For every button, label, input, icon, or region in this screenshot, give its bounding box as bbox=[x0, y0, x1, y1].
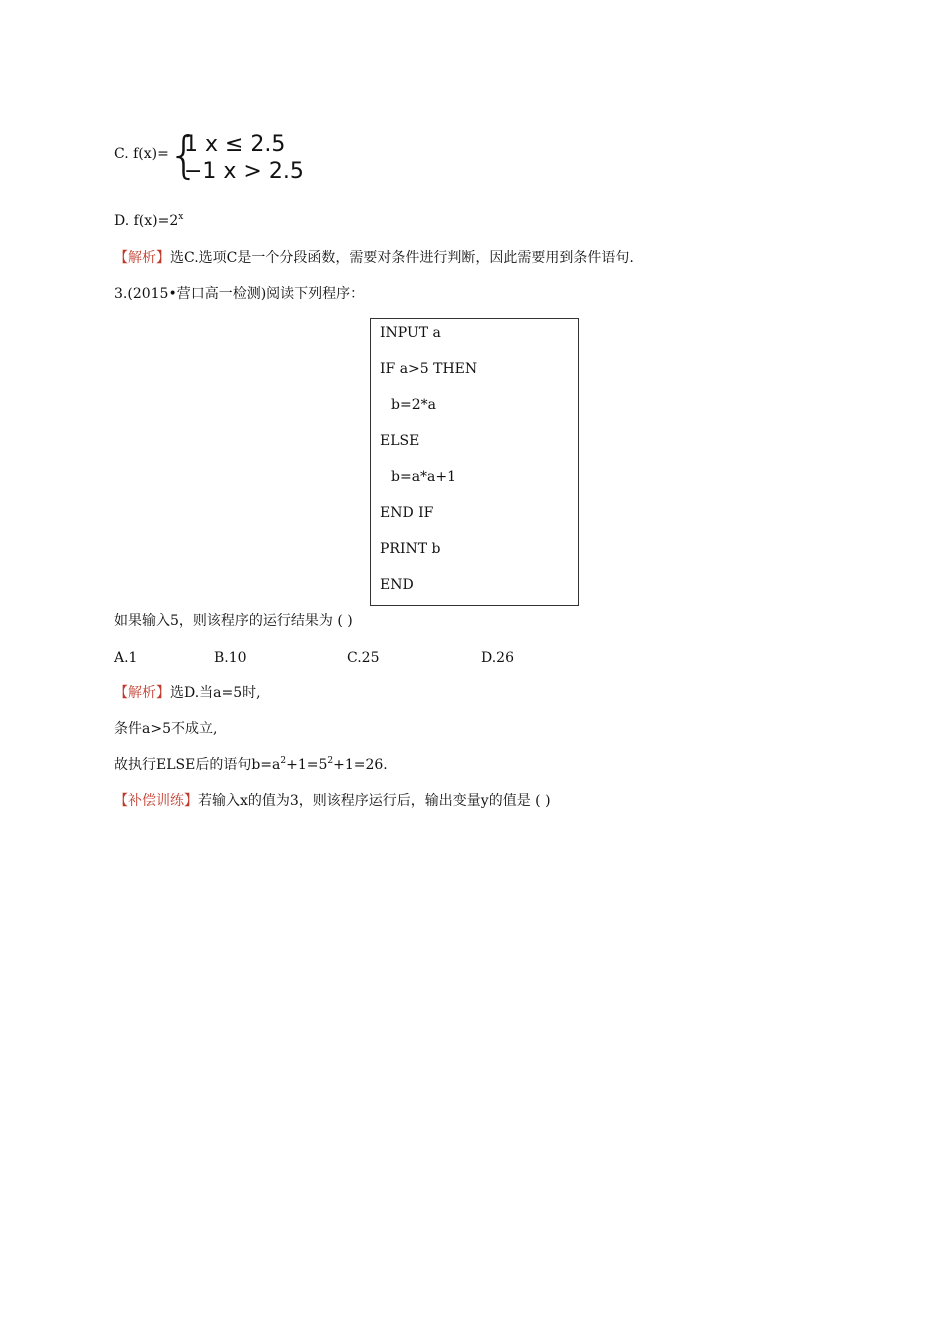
code-line: IF a>5 THEN bbox=[380, 361, 478, 377]
option-b: B.10 bbox=[214, 650, 247, 666]
formula-part: 故执行ELSE后的语句b=a bbox=[114, 757, 281, 773]
piecewise-brace: { bbox=[168, 126, 200, 184]
code-line: END IF bbox=[380, 505, 434, 521]
piecewise-case-2: −1 x > 2.5 bbox=[184, 159, 304, 184]
analysis-2 bbox=[114, 683, 261, 703]
question-3-prompt: 如果输入5，则该程序的运行结果为 ( ) bbox=[114, 613, 353, 629]
code-line: END bbox=[380, 577, 414, 593]
analysis-tag: 【解析】 bbox=[114, 685, 170, 701]
program-code-box bbox=[370, 318, 579, 606]
option-c-label: C. f(x)= bbox=[114, 146, 169, 162]
formula-part: +1=26. bbox=[333, 757, 388, 773]
code-line: b=a*a+1 bbox=[391, 469, 457, 485]
option-c: C.25 bbox=[347, 650, 380, 666]
code-line: INPUT a bbox=[380, 325, 441, 341]
option-d bbox=[114, 211, 183, 231]
option-d-text: D. f(x)=2 bbox=[114, 213, 179, 229]
piecewise-case-1: 1 x ≤ 2.5 bbox=[184, 132, 286, 157]
formula-exponent: 2 bbox=[280, 756, 287, 766]
analysis-2-text: 选D.当a=5时, bbox=[170, 685, 261, 701]
option-d-choice: D.26 bbox=[481, 650, 514, 666]
analysis-tag: 【解析】 bbox=[114, 250, 170, 266]
option-d-exponent: x bbox=[178, 212, 184, 222]
analysis-2-line-2: 条件a>5不成立, bbox=[114, 721, 218, 737]
analysis-1 bbox=[114, 248, 634, 268]
formula-part: +1=5 bbox=[286, 757, 328, 773]
code-line: ELSE bbox=[380, 433, 420, 449]
code-line: PRINT b bbox=[380, 541, 441, 557]
practice-tag: 【补偿训练】 bbox=[114, 793, 198, 809]
practice bbox=[114, 791, 551, 811]
option-a: A.1 bbox=[114, 650, 138, 666]
practice-text: 若输入x的值为3，则该程序运行后，输出变量y的值是 ( ) bbox=[198, 793, 551, 809]
formula-exponent: 2 bbox=[327, 756, 334, 766]
question-3: 3.(2015•营口高一检测)阅读下列程序： bbox=[114, 286, 365, 302]
analysis-2-line-3 bbox=[114, 755, 388, 775]
code-line: b=2*a bbox=[391, 397, 436, 413]
analysis-1-text: 选C.选项C是一个分段函数，需要对条件进行判断，因此需要用到条件语句. bbox=[170, 250, 634, 266]
